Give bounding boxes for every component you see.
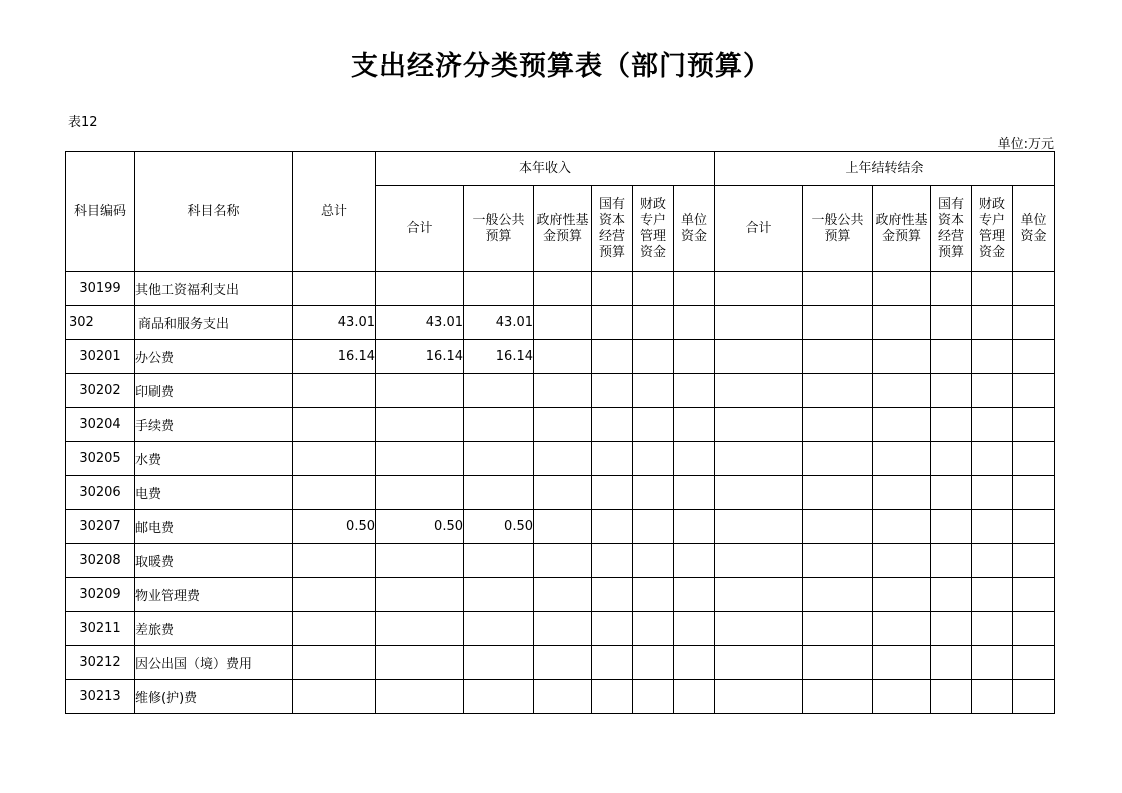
co-general-cell <box>803 340 873 374</box>
name-cell: 电费 <box>135 476 293 510</box>
cy-state-capital-cell <box>592 306 633 340</box>
co-sum-cell <box>715 476 803 510</box>
co-state-capital-cell <box>931 578 972 612</box>
co-state-capital-cell <box>931 476 972 510</box>
cy-unit-fund-cell <box>674 272 715 306</box>
name-cell: 因公出国（境）费用 <box>135 646 293 680</box>
cy-state-capital-cell <box>592 544 633 578</box>
total-cell: 43.01 <box>293 306 376 340</box>
co-sum-cell <box>715 442 803 476</box>
co-general-cell <box>803 646 873 680</box>
cy-unit-fund-cell <box>674 544 715 578</box>
cy-state-capital-cell <box>592 510 633 544</box>
co-gov-fund-cell <box>873 408 931 442</box>
co-unit-fund-cell <box>1013 510 1055 544</box>
cy-gov-fund-cell <box>534 374 592 408</box>
co-special-cell <box>972 578 1013 612</box>
co-general-cell <box>803 476 873 510</box>
cy-gov-fund-cell <box>534 340 592 374</box>
table-row <box>66 612 1055 646</box>
co-gov-fund-cell <box>873 544 931 578</box>
co-sum-cell <box>715 544 803 578</box>
co-gov-fund-cell <box>873 646 931 680</box>
cy-gov-fund-cell <box>534 272 592 306</box>
cy-unit-fund-cell <box>674 340 715 374</box>
cy-sum-cell <box>376 544 464 578</box>
code-cell: 30212 <box>66 646 135 680</box>
total-cell: 0.50 <box>293 510 376 544</box>
cy-special-cell <box>633 374 674 408</box>
co-unit-fund-cell <box>1013 442 1055 476</box>
cy-unit-fund-cell <box>674 306 715 340</box>
cy-general-cell: 0.50 <box>464 510 534 544</box>
header-cy-state-capital: 国有 资本 经营 预算 <box>592 186 633 272</box>
cy-general-cell <box>464 408 534 442</box>
cy-special-cell <box>633 340 674 374</box>
header-co-state-capital: 国有 资本 经营 预算 <box>931 186 972 272</box>
cy-special-cell <box>633 578 674 612</box>
cy-unit-fund-cell <box>674 646 715 680</box>
cy-state-capital-cell <box>592 646 633 680</box>
name-cell: 维修(护)费 <box>135 680 293 714</box>
code-cell: 30207 <box>66 510 135 544</box>
cy-sum-cell: 16.14 <box>376 340 464 374</box>
name-cell: 商品和服务支出 <box>135 306 293 340</box>
cy-state-capital-cell <box>592 408 633 442</box>
cy-unit-fund-cell <box>674 612 715 646</box>
code-cell: 30199 <box>66 272 135 306</box>
table-row <box>66 272 1055 306</box>
co-general-cell <box>803 680 873 714</box>
table-body <box>66 272 1055 714</box>
co-unit-fund-cell <box>1013 306 1055 340</box>
cy-general-cell <box>464 442 534 476</box>
header-current-year: 本年收入 <box>376 152 715 186</box>
cy-unit-fund-cell <box>674 476 715 510</box>
co-gov-fund-cell <box>873 306 931 340</box>
cy-unit-fund-cell <box>674 680 715 714</box>
cy-general-cell <box>464 476 534 510</box>
table-row <box>66 680 1055 714</box>
co-gov-fund-cell <box>873 612 931 646</box>
page-title: 支出经济分类预算表（部门预算） <box>351 51 771 82</box>
cy-special-cell <box>633 612 674 646</box>
co-gov-fund-cell <box>873 578 931 612</box>
co-gov-fund-cell <box>873 442 931 476</box>
total-cell <box>293 612 376 646</box>
cy-state-capital-cell <box>592 476 633 510</box>
cy-gov-fund-cell <box>534 306 592 340</box>
cy-gov-fund-cell <box>534 442 592 476</box>
co-special-cell <box>972 408 1013 442</box>
co-state-capital-cell <box>931 680 972 714</box>
cy-general-cell: 43.01 <box>464 306 534 340</box>
cy-general-cell <box>464 680 534 714</box>
cy-gov-fund-cell <box>534 476 592 510</box>
code-cell: 30209 <box>66 578 135 612</box>
co-general-cell <box>803 510 873 544</box>
table-row <box>66 476 1055 510</box>
header-name: 科目名称 <box>135 152 293 272</box>
cy-general-cell <box>464 646 534 680</box>
cy-special-cell <box>633 272 674 306</box>
header-cy-gov-fund: 政府性基 金预算 <box>534 186 592 272</box>
cy-sum-cell <box>376 476 464 510</box>
name-cell: 差旅费 <box>135 612 293 646</box>
cy-special-cell <box>633 680 674 714</box>
total-cell <box>293 476 376 510</box>
cy-state-capital-cell <box>592 612 633 646</box>
co-sum-cell <box>715 340 803 374</box>
table-row <box>66 340 1055 374</box>
total-cell <box>293 442 376 476</box>
header-cy-special: 财政 专户 管理 资金 <box>633 186 674 272</box>
name-cell: 水费 <box>135 442 293 476</box>
co-unit-fund-cell <box>1013 646 1055 680</box>
code-cell: 30206 <box>66 476 135 510</box>
header-co-gov-fund: 政府性基 金预算 <box>873 186 931 272</box>
total-cell <box>293 374 376 408</box>
cy-general-cell <box>464 612 534 646</box>
cy-sum-cell <box>376 646 464 680</box>
co-sum-cell <box>715 646 803 680</box>
cy-special-cell <box>633 408 674 442</box>
co-sum-cell <box>715 306 803 340</box>
total-cell <box>293 646 376 680</box>
co-general-cell <box>803 306 873 340</box>
co-sum-cell <box>715 408 803 442</box>
table-row <box>66 510 1055 544</box>
co-sum-cell <box>715 680 803 714</box>
cy-unit-fund-cell <box>674 578 715 612</box>
cy-sum-cell <box>376 408 464 442</box>
co-gov-fund-cell <box>873 340 931 374</box>
code-cell: 30211 <box>66 612 135 646</box>
header-code: 科目编码 <box>66 152 135 272</box>
cy-state-capital-cell <box>592 374 633 408</box>
unit-label: 单位:万元 <box>997 137 1054 152</box>
co-general-cell <box>803 612 873 646</box>
co-general-cell <box>803 578 873 612</box>
code-cell: 30205 <box>66 442 135 476</box>
co-general-cell <box>803 374 873 408</box>
cy-state-capital-cell <box>592 442 633 476</box>
cy-sum-cell: 43.01 <box>376 306 464 340</box>
cy-unit-fund-cell <box>674 442 715 476</box>
total-cell: 16.14 <box>293 340 376 374</box>
co-state-capital-cell <box>931 442 972 476</box>
cy-special-cell <box>633 646 674 680</box>
table-row <box>66 408 1055 442</box>
cy-state-capital-cell <box>592 680 633 714</box>
code-cell: 30201 <box>66 340 135 374</box>
co-gov-fund-cell <box>873 374 931 408</box>
co-unit-fund-cell <box>1013 272 1055 306</box>
table-row <box>66 646 1055 680</box>
co-gov-fund-cell <box>873 272 931 306</box>
co-state-capital-cell <box>931 306 972 340</box>
co-state-capital-cell <box>931 408 972 442</box>
table-header <box>66 152 1055 272</box>
cy-gov-fund-cell <box>534 612 592 646</box>
co-unit-fund-cell <box>1013 544 1055 578</box>
co-unit-fund-cell <box>1013 612 1055 646</box>
co-state-capital-cell <box>931 646 972 680</box>
cy-sum-cell <box>376 442 464 476</box>
co-special-cell <box>972 374 1013 408</box>
co-unit-fund-cell <box>1013 340 1055 374</box>
cy-general-cell <box>464 374 534 408</box>
cy-sum-cell <box>376 680 464 714</box>
table-row <box>66 374 1055 408</box>
cy-sum-cell <box>376 272 464 306</box>
cy-general-cell <box>464 544 534 578</box>
co-special-cell <box>972 612 1013 646</box>
co-special-cell <box>972 442 1013 476</box>
name-cell: 其他工资福利支出 <box>135 272 293 306</box>
name-cell: 邮电费 <box>135 510 293 544</box>
co-special-cell <box>972 272 1013 306</box>
table-row <box>66 442 1055 476</box>
code-cell: 30202 <box>66 374 135 408</box>
total-cell <box>293 544 376 578</box>
name-cell: 办公费 <box>135 340 293 374</box>
co-special-cell <box>972 544 1013 578</box>
cy-gov-fund-cell <box>534 408 592 442</box>
cy-sum-cell <box>376 578 464 612</box>
header-co-special: 财政 专户 管理 资金 <box>972 186 1013 272</box>
cy-state-capital-cell <box>592 272 633 306</box>
co-special-cell <box>972 680 1013 714</box>
cy-special-cell <box>633 442 674 476</box>
cy-sum-cell: 0.50 <box>376 510 464 544</box>
co-special-cell <box>972 510 1013 544</box>
header-carryover: 上年结转结余 <box>715 152 1055 186</box>
co-gov-fund-cell <box>873 510 931 544</box>
cy-special-cell <box>633 476 674 510</box>
cy-unit-fund-cell <box>674 408 715 442</box>
cy-sum-cell <box>376 612 464 646</box>
cy-general-cell: 16.14 <box>464 340 534 374</box>
co-general-cell <box>803 544 873 578</box>
name-cell: 取暖费 <box>135 544 293 578</box>
header-cy-unit-fund: 单位 资金 <box>674 186 715 272</box>
header-cy-sum: 合计 <box>376 186 464 272</box>
co-sum-cell <box>715 510 803 544</box>
cy-unit-fund-cell <box>674 374 715 408</box>
header-co-general: 一般公共 预算 <box>803 186 873 272</box>
cy-state-capital-cell <box>592 578 633 612</box>
code-cell: 30213 <box>66 680 135 714</box>
cy-sum-cell <box>376 374 464 408</box>
co-sum-cell <box>715 272 803 306</box>
table-number: 表12 <box>68 115 98 130</box>
cy-general-cell <box>464 578 534 612</box>
co-state-capital-cell <box>931 340 972 374</box>
co-unit-fund-cell <box>1013 680 1055 714</box>
code-cell: 30204 <box>66 408 135 442</box>
total-cell <box>293 272 376 306</box>
co-unit-fund-cell <box>1013 374 1055 408</box>
co-unit-fund-cell <box>1013 476 1055 510</box>
co-unit-fund-cell <box>1013 578 1055 612</box>
co-gov-fund-cell <box>873 680 931 714</box>
cy-special-cell <box>633 306 674 340</box>
cy-special-cell <box>633 510 674 544</box>
co-state-capital-cell <box>931 272 972 306</box>
co-special-cell <box>972 476 1013 510</box>
table-row <box>66 578 1055 612</box>
co-state-capital-cell <box>931 510 972 544</box>
cy-general-cell <box>464 272 534 306</box>
co-sum-cell <box>715 578 803 612</box>
co-general-cell <box>803 442 873 476</box>
code-cell: 30208 <box>66 544 135 578</box>
cy-gov-fund-cell <box>534 510 592 544</box>
cy-state-capital-cell <box>592 340 633 374</box>
cy-gov-fund-cell <box>534 680 592 714</box>
total-cell <box>293 680 376 714</box>
name-cell: 印刷费 <box>135 374 293 408</box>
cy-gov-fund-cell <box>534 646 592 680</box>
cy-special-cell <box>633 544 674 578</box>
total-cell <box>293 578 376 612</box>
co-state-capital-cell <box>931 612 972 646</box>
table-row <box>66 306 1055 340</box>
cy-unit-fund-cell <box>674 510 715 544</box>
budget-table <box>65 151 1055 714</box>
header-co-sum: 合计 <box>715 186 803 272</box>
co-unit-fund-cell <box>1013 408 1055 442</box>
co-special-cell <box>972 340 1013 374</box>
co-general-cell <box>803 408 873 442</box>
co-special-cell <box>972 646 1013 680</box>
co-gov-fund-cell <box>873 476 931 510</box>
co-state-capital-cell <box>931 374 972 408</box>
cy-gov-fund-cell <box>534 544 592 578</box>
co-state-capital-cell <box>931 544 972 578</box>
header-co-unit-fund: 单位 资金 <box>1013 186 1055 272</box>
code-cell: 302 <box>66 306 135 340</box>
total-cell <box>293 408 376 442</box>
co-sum-cell <box>715 374 803 408</box>
table-row <box>66 544 1055 578</box>
co-sum-cell <box>715 612 803 646</box>
co-general-cell <box>803 272 873 306</box>
header-total: 总计 <box>293 152 376 272</box>
co-special-cell <box>972 306 1013 340</box>
header-cy-general: 一般公共 预算 <box>464 186 534 272</box>
name-cell: 手续费 <box>135 408 293 442</box>
cy-gov-fund-cell <box>534 578 592 612</box>
name-cell: 物业管理费 <box>135 578 293 612</box>
